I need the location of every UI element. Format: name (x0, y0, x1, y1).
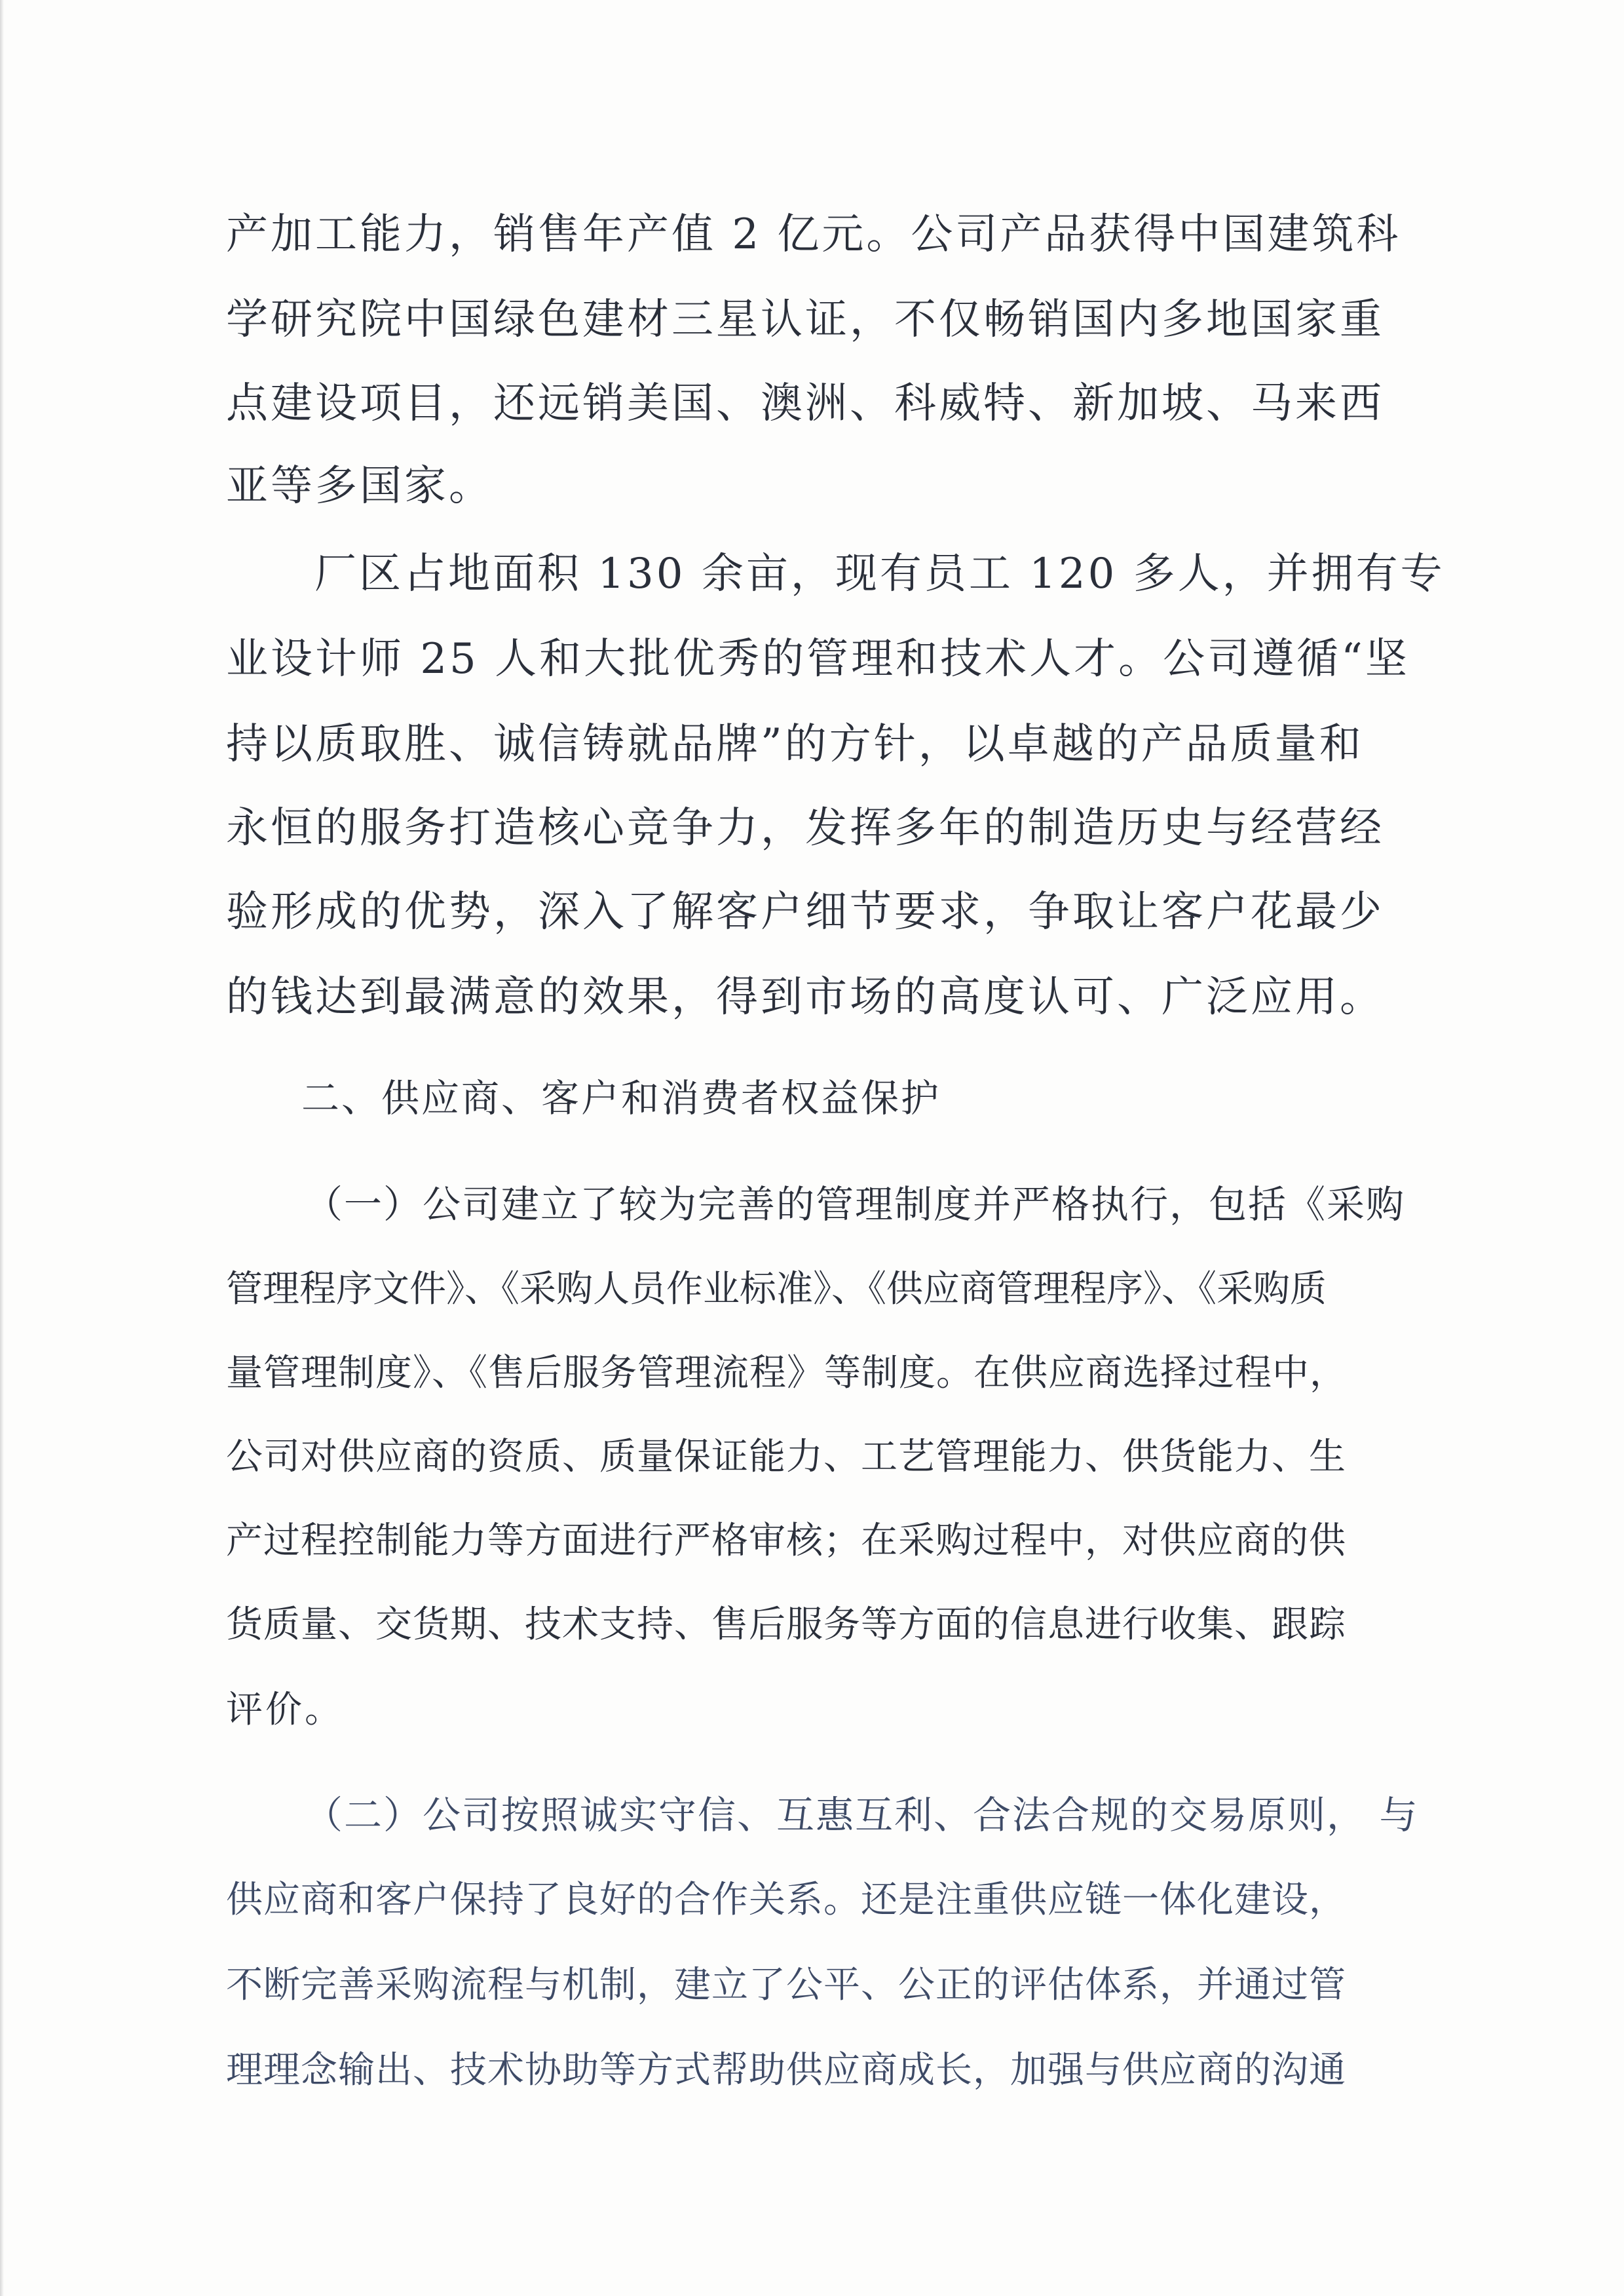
paragraph-3-line-6: 货质量、交货期、技术支持、售后服务等方面的信息进行收集、跟踪 (226, 1603, 1346, 1646)
paragraph-1-line-4: 亚等多国家。 (226, 462, 493, 510)
paragraph-4-line-1: （二）公司按照诚实守信、互惠互利、合法合规的交易原则， 与 (305, 1793, 1419, 1837)
section-heading: 二、供应商、客户和消费者权益保护 (301, 1076, 941, 1120)
paragraph-3-line-1: （一）公司建立了较为完善的管理制度并严格执行，包括《采购 (305, 1182, 1406, 1227)
paragraph-2-line-4: 永恒的服务打造核心竞争力，发挥多年的制造历史与经营经 (226, 804, 1384, 852)
paragraph-2-line-2: 业设计师 25 人和大批优秀的管理和技术人才。公司遵循“坚 (226, 635, 1410, 683)
paragraph-2-line-6: 的钱达到最满意的效果，得到市场的高度认可、广泛应用。 (226, 973, 1384, 1022)
paragraph-1-line-1: 产加工能力，销售年产值 2 亿元。公司产品获得中国建筑科 (226, 210, 1401, 259)
paragraph-2-line-1: 厂区占地面积 130 余亩，现有员工 120 多人，并拥有专 (314, 550, 1445, 598)
paragraph-3-line-5: 产过程控制能力等方面进行严格审核；在采购过程中，对供应商的供 (226, 1520, 1346, 1562)
paragraph-3-line-4: 公司对供应商的资质、质量保证能力、工艺管理能力、供货能力、生 (226, 1436, 1346, 1478)
paragraph-3-line-3: 量管理制度》、《售后服务管理流程》等制度。在供应商选择过程中， (226, 1352, 1347, 1394)
paragraph-3-line-7: 评价。 (226, 1689, 344, 1731)
paragraph-4-line-4: 理理念输出、技术协助等方式帮助供应商成长，加强与供应商的沟通 (226, 2049, 1346, 2092)
paragraph-4-line-2: 供应商和客户保持了良好的合作关系。还是注重供应链一体化建设， (226, 1879, 1346, 1921)
paragraph-2-line-5: 验形成的优势，深入了解客户细节要求，争取让客户花最少 (226, 888, 1384, 936)
paragraph-1-line-3: 点建设项目，还远销美国、澳洲、科威特、新加坡、马来西 (226, 379, 1384, 428)
paragraph-2-line-3: 持以质取胜、诚信铸就品牌”的方针，以卓越的产品质量和 (226, 720, 1364, 769)
paragraph-1-line-2: 学研究院中国绿色建材三星认证，不仅畅销国内多地国家重 (226, 296, 1384, 344)
paragraph-4-line-3: 不断完善采购流程与机制，建立了公平、公正的评估体系，并通过管 (226, 1964, 1346, 2006)
scan-edge-shadow (0, 0, 4, 2296)
paragraph-3-line-2: 管理程序文件》、《采购人员作业标准》、《供应商管理程序》、《采购质 (226, 1268, 1327, 1311)
